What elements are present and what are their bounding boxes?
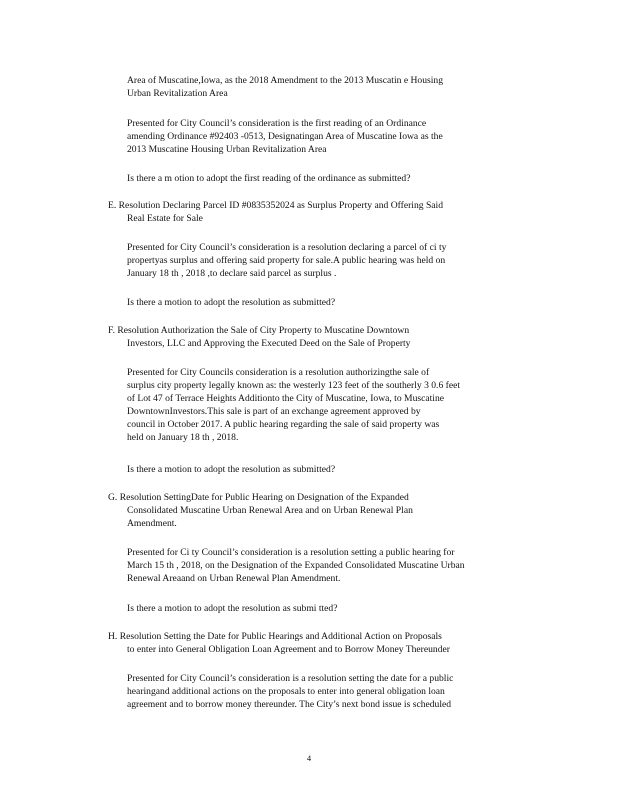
text-line: January 18 th , 2018 ,to declare said parcel as surplus . xyxy=(127,268,337,279)
item-f-motion-question xyxy=(127,463,537,476)
heading-line: Consolidated Muscatine Urban Renewal Area and on Urban Renewal Plan xyxy=(127,505,413,516)
text-line: agreement and to borrow money thereunder. The City’s next bond issue is scheduled xyxy=(127,699,452,710)
text-line: Presented for Ci ty Council’s consideration is a resolution setting a public hearing for xyxy=(127,547,455,558)
text-line: Renewal Areaand on Urban Renewal Plan Amendment. xyxy=(127,573,341,584)
text-line: propertyas surplus and offering said property for sale.A public hearing was held on xyxy=(127,255,446,266)
item-g-motion-question xyxy=(127,602,537,615)
heading-line: Real Estate for Sale xyxy=(127,213,203,224)
heading-line: Investors, LLC and Approving the Executed Deed on the Sale of Property xyxy=(127,338,411,349)
text-line: Presented for City Council’s consideration is a resolution setting the date for a public xyxy=(127,673,454,684)
text-line: Area of Muscatine,Iowa, as the 2018 Amendment to the 2013 Muscatin e Housing xyxy=(127,75,443,86)
text-line: March 15 th , 2018, on the Designation of the Expanded Consolidated Muscatine Urban xyxy=(127,560,465,571)
text-line: Presented for City Councils consideration is a resolution authorizingthe sale of xyxy=(127,367,430,378)
item-e-motion-question xyxy=(127,296,537,309)
heading-line: E. Resolution Declaring Parcel ID #0835352024 as Surplus Property and Offering Said xyxy=(108,200,444,211)
text-line: DowntownInvestors.This sale is part of an exchange agreement approved by xyxy=(127,406,421,417)
text-line: held on January 18 th , 2018. xyxy=(127,432,239,443)
intro-motion-question xyxy=(127,172,537,185)
text-line: Is there a motion to adopt the resolution as submi tted? xyxy=(127,603,338,614)
item-g-presented-paragraph xyxy=(127,546,537,585)
item-e-heading xyxy=(108,199,537,225)
heading-line: G. Resolution SettingDate for Public Hearing on Designation of the Expanded xyxy=(108,492,409,503)
text-line: surplus city property legally known as: the westerly 123 feet of the southerly 3 0.6 feet xyxy=(127,380,461,391)
text-line: amending Ordinance #92403 -0513, Designatingan Area of Muscatine Iowa as the xyxy=(127,131,443,142)
text-line: Is there a motion to adopt the resolution as submitted? xyxy=(127,464,336,475)
text-line: 2013 Muscatine Housing Urban Revitalization Area xyxy=(127,144,327,155)
intro-continuation xyxy=(127,74,537,100)
intro-presented-paragraph xyxy=(127,117,537,156)
text-line: Is there a motion to adopt the resolution as submitted? xyxy=(127,297,336,308)
text-line: of Lot 47 of Terrace Heights Additionto the City of Muscatine, Iowa, to Muscatine xyxy=(127,393,445,404)
heading-line: F. Resolution Authorization the Sale of City Property to Muscatine Downtown xyxy=(108,325,410,336)
item-f-presented-paragraph xyxy=(127,366,537,444)
heading-line: to enter into General Obligation Loan Agreement and to Borrow Money Thereunder xyxy=(127,644,450,655)
text-line: council in October 2017. A public hearing regarding the sale of said property was xyxy=(127,419,440,430)
item-h-heading xyxy=(108,630,537,656)
heading-line: H. Resolution Setting the Date for Public Hearings and Additional Action on Proposals xyxy=(108,631,442,642)
item-e-presented-paragraph xyxy=(127,241,537,280)
text-line: Presented for City Council’s consideration is a resolution declaring a parcel of ci ty xyxy=(127,242,447,253)
page-number: 4 xyxy=(306,753,312,763)
item-f-heading xyxy=(108,324,537,350)
text-line: Urban Revitalization Area xyxy=(127,88,228,99)
text-line: Presented for City Council’s consideration is the first reading of an Ordinance xyxy=(127,118,427,129)
text-line: hearingand additional actions on the proposals to enter into general obligation loan xyxy=(127,686,445,697)
text-line: Is there a m otion to adopt the first reading of the ordinance as submitted? xyxy=(127,173,411,184)
heading-line: Amendment. xyxy=(127,518,177,529)
item-h-presented-paragraph xyxy=(127,672,537,711)
item-g-heading xyxy=(108,491,537,530)
